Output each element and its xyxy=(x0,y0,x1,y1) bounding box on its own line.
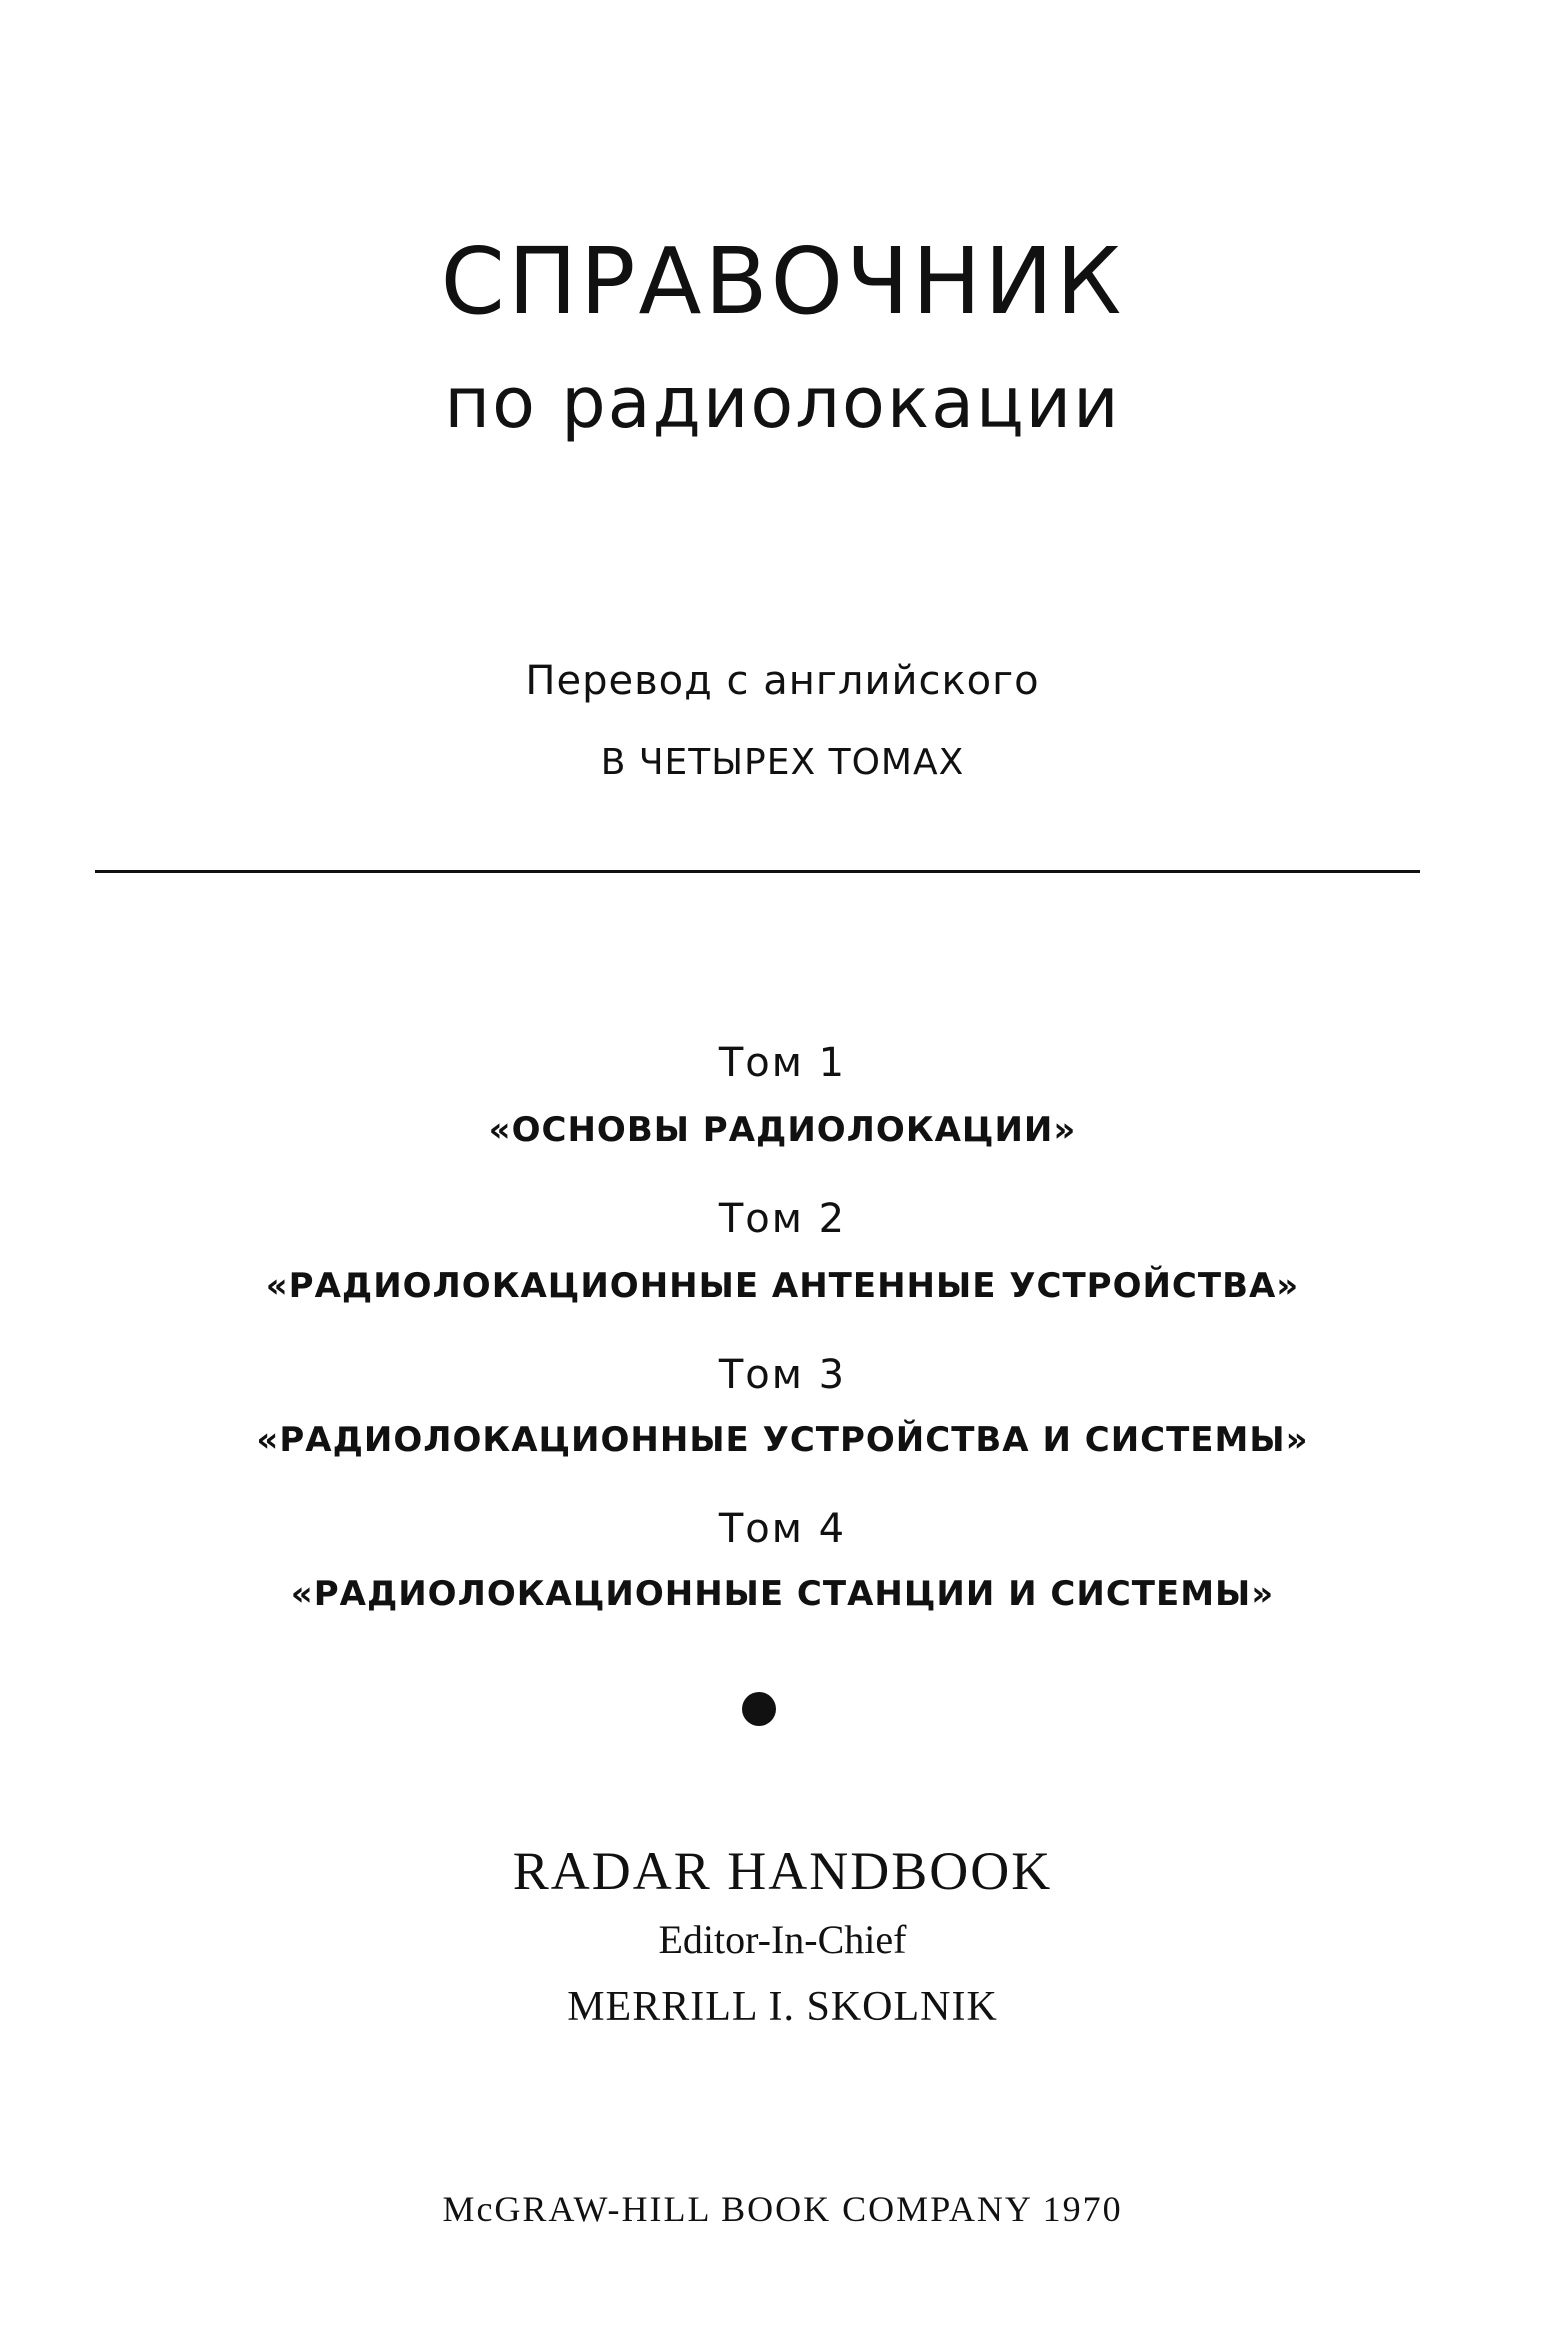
editor-name: MERRILL I. SKOLNIK xyxy=(567,1984,998,2030)
volume-4-title: «РАДИОЛОКАЦИОННЫЕ СТАНЦИИ И СИСТЕМЫ» xyxy=(290,1574,1275,1614)
volume-4-label: Том 4 xyxy=(718,1506,847,1552)
volumes-count: В ЧЕТЫРЕХ ТОМАХ xyxy=(600,742,965,783)
book-subtitle: по радиолокации xyxy=(444,362,1121,444)
translation-note: Перевод с английского xyxy=(525,658,1040,704)
volume-2-title: «РАДИОЛОКАЦИОННЫЕ АНТЕННЫЕ УСТРОЙСТВА» xyxy=(265,1266,1300,1306)
volume-1-label: Том 1 xyxy=(718,1040,847,1086)
publisher-line: McGRAW-HILL BOOK COMPANY 1970 xyxy=(442,2189,1123,2229)
bullet-dot xyxy=(742,1692,776,1726)
volume-3-title: «РАДИОЛОКАЦИОННЫЕ УСТРОЙСТВА И СИСТЕМЫ» xyxy=(256,1420,1309,1460)
book-title: СПРАВОЧНИК xyxy=(440,228,1125,335)
volume-3-label: Том 3 xyxy=(718,1352,847,1398)
divider-rule xyxy=(95,870,1420,873)
volume-2-label: Том 2 xyxy=(718,1196,847,1242)
original-title: RADAR HANDBOOK xyxy=(512,1841,1053,1901)
volume-1-title: «ОСНОВЫ РАДИОЛОКАЦИИ» xyxy=(488,1110,1077,1150)
editor-role: Editor-In-Chief xyxy=(658,1917,907,1962)
